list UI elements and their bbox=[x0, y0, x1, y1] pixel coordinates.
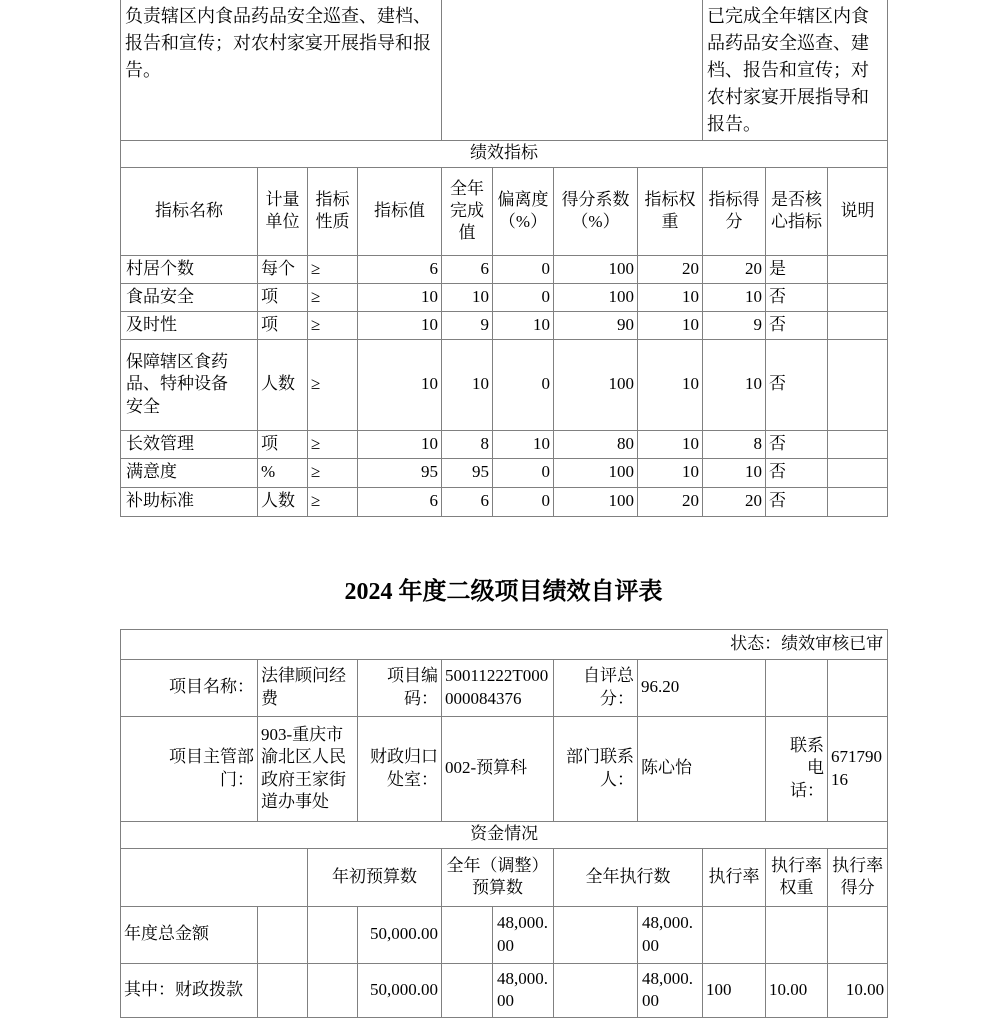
funding-section-title: 资金情况 bbox=[121, 821, 888, 848]
indicator-weight: 10 bbox=[638, 339, 703, 430]
col-header-note: 说明 bbox=[828, 167, 888, 255]
col-header-adjusted-budget: 全年（调整）预算数 bbox=[442, 848, 554, 906]
project-code-value: 50011222T000000084376 bbox=[442, 659, 554, 716]
indicator-score: 10 bbox=[703, 283, 766, 311]
indicator-completed: 9 bbox=[442, 311, 493, 339]
dept-label: 项目主管部门： bbox=[121, 716, 258, 821]
empty-cell bbox=[766, 659, 828, 716]
phone-value: 67179016 bbox=[828, 716, 888, 821]
col-header-score: 指标得分 bbox=[703, 167, 766, 255]
indicator-note bbox=[828, 255, 888, 283]
indicators-section-title: 绩效指标 bbox=[121, 140, 888, 167]
indicator-nature: ≥ bbox=[308, 311, 358, 339]
indicator-row bbox=[121, 255, 888, 283]
indicator-coefficient: 80 bbox=[554, 430, 638, 458]
indicator-core: 否 bbox=[766, 283, 828, 311]
indicator-nature: ≥ bbox=[308, 487, 358, 516]
indicator-core: 否 bbox=[766, 487, 828, 516]
indicator-coefficient: 100 bbox=[554, 339, 638, 430]
dept-value: 903-重庆市渝北区人民政府王家街道办事处 bbox=[258, 716, 358, 821]
indicator-coefficient: 100 bbox=[554, 283, 638, 311]
contact-label: 部门联系人： bbox=[554, 716, 638, 821]
indicator-weight: 10 bbox=[638, 430, 703, 458]
indicator-completed: 10 bbox=[442, 283, 493, 311]
indicator-coefficient: 90 bbox=[554, 311, 638, 339]
indicator-deviation: 10 bbox=[493, 311, 554, 339]
col-header-initial-budget: 年初预算数 bbox=[308, 848, 442, 906]
indicator-weight: 20 bbox=[638, 487, 703, 516]
indicator-unit: 每个 bbox=[258, 255, 308, 283]
col-header-name: 指标名称 bbox=[121, 167, 258, 255]
indicator-note bbox=[828, 487, 888, 516]
col-header-coefficient: 得分系数（%） bbox=[554, 167, 638, 255]
empty-cell bbox=[828, 659, 888, 716]
project-evaluation-table bbox=[120, 629, 888, 1018]
rate-weight-value bbox=[766, 906, 828, 963]
indicator-deviation: 0 bbox=[493, 283, 554, 311]
col-header-weight: 指标权重 bbox=[638, 167, 703, 255]
indicator-name: 保障辖区食药品、特种设备安全 bbox=[121, 339, 258, 430]
status-row bbox=[121, 629, 888, 659]
performance-indicators-table bbox=[120, 0, 888, 517]
indicator-core: 否 bbox=[766, 430, 828, 458]
adjusted-budget-value: 48,000.00 bbox=[493, 906, 554, 963]
indicator-score: 8 bbox=[703, 430, 766, 458]
funding-row-label: 其中：财政拨款 bbox=[121, 963, 258, 1017]
funding-row bbox=[121, 906, 888, 963]
project-name-value: 法律顾问经费 bbox=[258, 659, 358, 716]
indicator-row bbox=[121, 430, 888, 458]
indicator-name: 满意度 bbox=[121, 458, 258, 487]
indicator-deviation: 0 bbox=[493, 255, 554, 283]
indicator-unit: 人数 bbox=[258, 487, 308, 516]
indicator-name: 食品安全 bbox=[121, 283, 258, 311]
initial-budget-value: 50,000.00 bbox=[358, 963, 442, 1017]
indicator-target: 6 bbox=[358, 255, 442, 283]
empty-cell bbox=[554, 906, 638, 963]
indicator-row bbox=[121, 311, 888, 339]
indicator-target: 6 bbox=[358, 487, 442, 516]
col-header-target: 指标值 bbox=[358, 167, 442, 255]
col-header-executed: 全年执行数 bbox=[554, 848, 703, 906]
indicator-score: 10 bbox=[703, 458, 766, 487]
phone-label: 联系电话： bbox=[766, 716, 828, 821]
empty-cell bbox=[308, 906, 358, 963]
empty-cell bbox=[442, 0, 703, 140]
col-header-deviation: 偏离度（%） bbox=[493, 167, 554, 255]
indicator-nature: ≥ bbox=[308, 339, 358, 430]
indicator-note bbox=[828, 339, 888, 430]
indicator-note bbox=[828, 458, 888, 487]
indicator-deviation: 0 bbox=[493, 487, 554, 516]
indicator-target: 95 bbox=[358, 458, 442, 487]
indicator-row bbox=[121, 487, 888, 516]
indicator-score: 9 bbox=[703, 311, 766, 339]
indicator-name: 村居个数 bbox=[121, 255, 258, 283]
self-score-value: 96.20 bbox=[638, 659, 766, 716]
indicator-nature: ≥ bbox=[308, 283, 358, 311]
col-header-exec-rate: 执行率 bbox=[703, 848, 766, 906]
adjusted-budget-value: 48,000.00 bbox=[493, 963, 554, 1017]
funding-section-row bbox=[121, 821, 888, 848]
document-sheet bbox=[120, 0, 887, 1018]
indicator-unit: 人数 bbox=[258, 339, 308, 430]
indicators-header-row bbox=[121, 167, 888, 255]
indicator-target: 10 bbox=[358, 283, 442, 311]
empty-cell bbox=[308, 963, 358, 1017]
indicator-weight: 10 bbox=[638, 283, 703, 311]
indicator-nature: ≥ bbox=[308, 430, 358, 458]
col-header-rate-score: 执行率得分 bbox=[828, 848, 888, 906]
rate-score-value: 10.00 bbox=[828, 963, 888, 1017]
indicator-score: 20 bbox=[703, 487, 766, 516]
col-header-core: 是否核心指标 bbox=[766, 167, 828, 255]
indicator-target: 10 bbox=[358, 430, 442, 458]
indicator-row bbox=[121, 283, 888, 311]
indicator-name: 及时性 bbox=[121, 311, 258, 339]
indicator-weight: 10 bbox=[638, 311, 703, 339]
project-name-label: 项目名称： bbox=[121, 659, 258, 716]
indicator-note bbox=[828, 430, 888, 458]
rate-score-value bbox=[828, 906, 888, 963]
indicator-nature: ≥ bbox=[308, 255, 358, 283]
initial-budget-value: 50,000.00 bbox=[358, 906, 442, 963]
indicator-unit: 项 bbox=[258, 430, 308, 458]
finance-office-value: 002-预算科 bbox=[442, 716, 554, 821]
self-score-label: 自评总分： bbox=[554, 659, 638, 716]
col-header-completed: 全年完成值 bbox=[442, 167, 493, 255]
empty-cell bbox=[258, 963, 308, 1017]
indicator-weight: 10 bbox=[638, 458, 703, 487]
empty-cell bbox=[258, 906, 308, 963]
exec-rate-value bbox=[703, 906, 766, 963]
indicator-deviation: 10 bbox=[493, 430, 554, 458]
finance-office-label: 财政归口处室： bbox=[358, 716, 442, 821]
col-header-rate-weight: 执行率权重 bbox=[766, 848, 828, 906]
indicator-coefficient: 100 bbox=[554, 458, 638, 487]
measure-description-text: 负责辖区内食品药品安全巡查、建档、报告和宣传；对农村家宴开展指导和报告。 bbox=[121, 0, 442, 140]
indicator-completed: 6 bbox=[442, 487, 493, 516]
indicator-unit: % bbox=[258, 458, 308, 487]
indicator-note bbox=[828, 283, 888, 311]
indicator-target: 10 bbox=[358, 339, 442, 430]
indicator-core: 否 bbox=[766, 458, 828, 487]
indicator-row bbox=[121, 458, 888, 487]
empty-cell bbox=[442, 963, 493, 1017]
indicator-completed: 10 bbox=[442, 339, 493, 430]
project-dept-row bbox=[121, 716, 888, 821]
empty-cell bbox=[442, 906, 493, 963]
indicator-weight: 20 bbox=[638, 255, 703, 283]
contact-value: 陈心怡 bbox=[638, 716, 766, 821]
indicator-unit: 项 bbox=[258, 311, 308, 339]
exec-rate-value: 100 bbox=[703, 963, 766, 1017]
indicator-score: 20 bbox=[703, 255, 766, 283]
indicator-coefficient: 100 bbox=[554, 487, 638, 516]
empty-cell bbox=[121, 848, 308, 906]
indicator-target: 10 bbox=[358, 311, 442, 339]
executed-value: 48,000.00 bbox=[638, 963, 703, 1017]
indicator-coefficient: 100 bbox=[554, 255, 638, 283]
indicator-deviation: 0 bbox=[493, 458, 554, 487]
empty-cell bbox=[554, 963, 638, 1017]
funding-header-row bbox=[121, 848, 888, 906]
project-code-label: 项目编码： bbox=[358, 659, 442, 716]
indicator-name: 长效管理 bbox=[121, 430, 258, 458]
executed-value: 48,000.00 bbox=[638, 906, 703, 963]
indicator-completed: 95 bbox=[442, 458, 493, 487]
indicator-core: 否 bbox=[766, 339, 828, 430]
indicator-name: 补助标准 bbox=[121, 487, 258, 516]
indicator-nature: ≥ bbox=[308, 458, 358, 487]
col-header-nature: 指标性质 bbox=[308, 167, 358, 255]
funding-row-label: 年度总金额 bbox=[121, 906, 258, 963]
indicator-score: 10 bbox=[703, 339, 766, 430]
completion-description-text: 已完成全年辖区内食品药品安全巡查、建档、报告和宣传；对农村家宴开展指导和报告。 bbox=[703, 0, 888, 140]
indicator-note bbox=[828, 311, 888, 339]
status-badge: 状态：绩效审核已审 bbox=[121, 629, 888, 659]
indicator-core: 否 bbox=[766, 311, 828, 339]
indicator-unit: 项 bbox=[258, 283, 308, 311]
continuation-row bbox=[121, 0, 888, 140]
project-info-row bbox=[121, 659, 888, 716]
indicator-core: 是 bbox=[766, 255, 828, 283]
col-header-unit: 计量单位 bbox=[258, 167, 308, 255]
section-row bbox=[121, 140, 888, 167]
indicator-completed: 6 bbox=[442, 255, 493, 283]
indicator-completed: 8 bbox=[442, 430, 493, 458]
indicator-deviation: 0 bbox=[493, 339, 554, 430]
indicator-row bbox=[121, 339, 888, 430]
funding-row bbox=[121, 963, 888, 1017]
rate-weight-value: 10.00 bbox=[766, 963, 828, 1017]
page-title: 2024 年度二级项目绩效自评表 bbox=[344, 578, 663, 605]
